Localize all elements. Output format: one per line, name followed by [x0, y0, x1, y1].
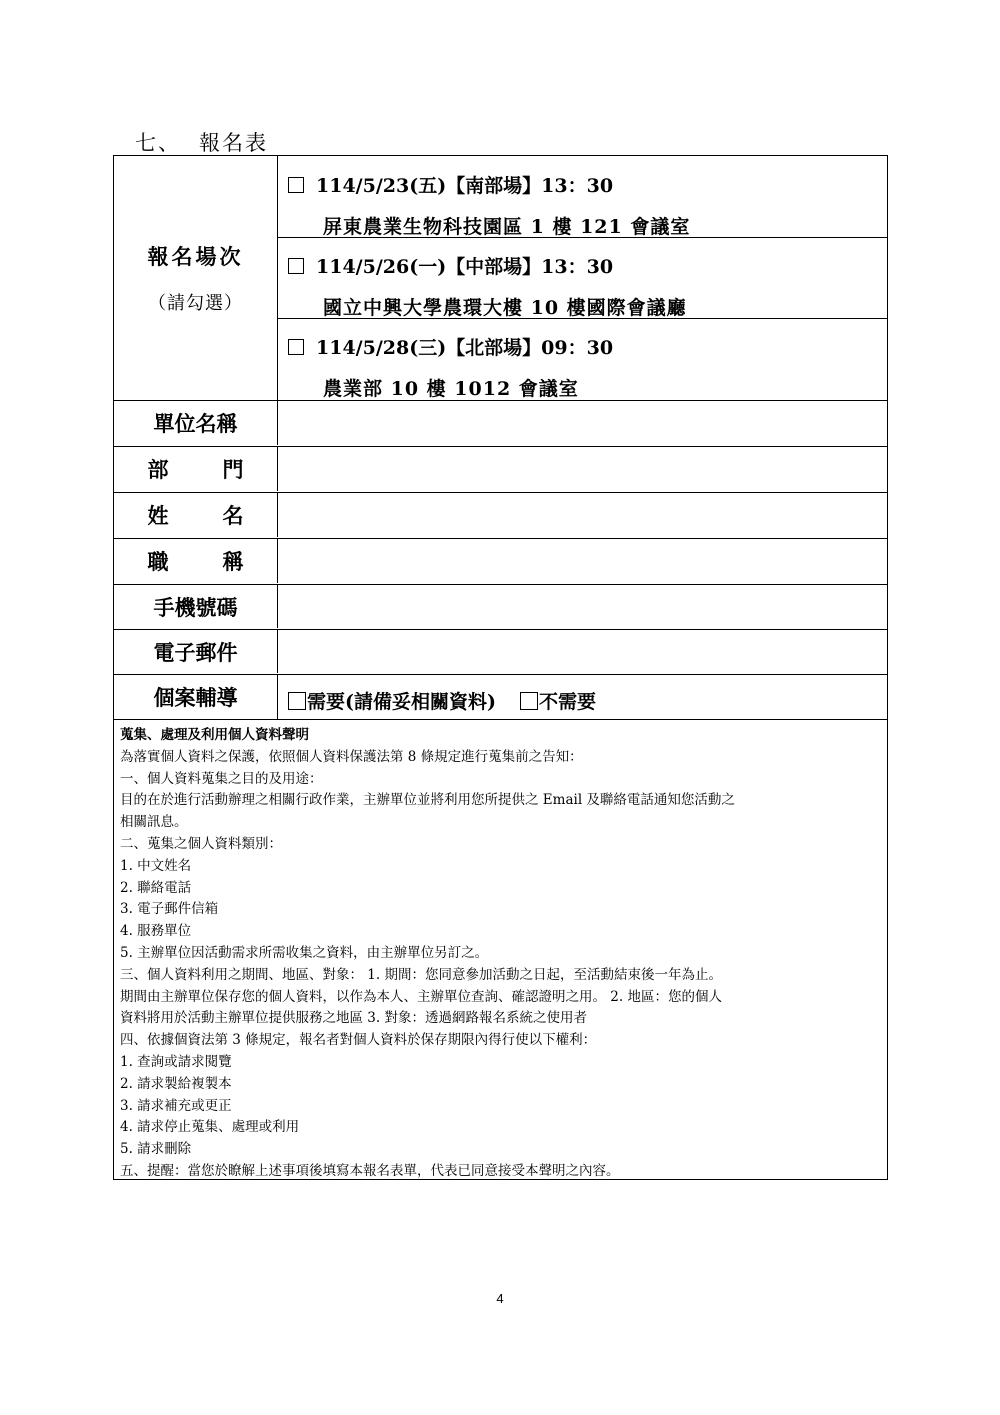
mobile-input[interactable]: [278, 585, 887, 629]
privacy-line: 4. 服務單位: [120, 923, 192, 940]
privacy-line: 一、個人資料蒐集之目的及用途：: [120, 770, 323, 787]
job-title-label-char: 職: [147, 549, 169, 574]
privacy-line: 1. 查詢或請求閱覽: [120, 1053, 232, 1070]
registration-form: [113, 155, 888, 1180]
privacy-line: 3. 電子郵件信箱: [120, 901, 219, 918]
session-datetime: 114/5/23(五)【南部場】13：30: [316, 175, 614, 197]
session-checkbox-north[interactable]: [288, 339, 304, 355]
privacy-line: 資料將用於活動主辦單位提供服務之地區 3. 對象：透過網路報名系統之使用者: [120, 1010, 587, 1027]
job-title-label-cell: [114, 539, 278, 583]
session-checkbox-central[interactable]: [288, 258, 304, 274]
privacy-line: 5. 請求刪除: [120, 1141, 192, 1158]
privacy-line: 1. 中文姓名: [120, 857, 192, 874]
session-option-north[interactable]: [278, 318, 887, 400]
session-option-south[interactable]: [278, 156, 887, 237]
privacy-line: 二、蒐集之個人資料類別：: [120, 835, 282, 852]
sessions-label: 報名場次: [147, 244, 244, 269]
sessions-sublabel: （請勾選）: [148, 293, 243, 314]
email-row: [114, 629, 887, 674]
job-title-label-char: 稱: [222, 549, 244, 574]
session-option-central[interactable]: [278, 237, 887, 318]
privacy-line: 四、依據個資法第 3 條規定，報名者對個人資料於保存期限內得行使以下權利：: [120, 1032, 597, 1049]
sessions-label-cell: [114, 156, 278, 400]
privacy-line: 2. 聯絡電話: [120, 879, 192, 896]
privacy-line: 5. 主辦單位因活動需求所需收集之資料，由主辦單位另訂之。: [120, 944, 489, 961]
counseling-need-label: 需要(請備妥相關資料): [307, 691, 496, 713]
counseling-row: [114, 674, 887, 720]
privacy-line: 4. 請求停止蒐集、處理或利用: [120, 1119, 300, 1136]
email-input[interactable]: [278, 630, 887, 674]
section-title: [135, 127, 268, 157]
section-heading: 報名表: [199, 131, 268, 155]
name-input[interactable]: [278, 493, 887, 538]
department-label-char: 部: [147, 457, 169, 482]
privacy-line: 為落實個人資料之保護，依照個人資料保護法第 8 條規定進行蒐集前之告知：: [120, 748, 583, 765]
unit-label: 單位名稱: [114, 401, 278, 445]
session-checkbox-south[interactable]: [288, 177, 304, 193]
unit-input[interactable]: [278, 401, 887, 446]
privacy-line: 五、提醒：當您於瞭解上述事項後填寫本報名表單，代表已同意接受本聲明之內容。: [120, 1162, 620, 1179]
name-label-char: 姓: [147, 503, 169, 528]
privacy-line: 3. 請求補充或更正: [120, 1097, 232, 1114]
name-row: [114, 492, 887, 538]
job-title-input[interactable]: [278, 539, 887, 584]
privacy-line: 期間由主辦單位保存您的個人資料，以作為本人、主辦單位查詢、確認證明之用。 2. 地區：您的個人: [120, 988, 722, 1005]
session-venue: 國立中興大學農環大樓 10 樓國際會議廳: [323, 297, 687, 319]
section-number: 七、: [135, 131, 181, 155]
email-label: 電子郵件: [114, 630, 278, 673]
counseling-no-need-label: 不需要: [538, 691, 596, 713]
department-label-cell: [114, 447, 278, 491]
session-venue: 屏東農業生物科技園區 1 樓 121 會議室: [323, 216, 691, 238]
counseling-need-checkbox[interactable]: [288, 692, 306, 710]
privacy-line: 目的在於進行活動辦理之相關行政作業，主辦單位並將利用您所提供之 Email 及聯絡電話通知您活動之: [120, 792, 735, 809]
session-venue: 農業部 10 樓 1012 會議室: [323, 378, 579, 400]
privacy-line: 三、個人資料利用之期間、地區、對象： 1. 期間：您同意參加活動之日起，至活動結束後一年為止。: [120, 966, 722, 983]
privacy-statement: [114, 719, 887, 1179]
counseling-no-need-checkbox[interactable]: [520, 692, 538, 710]
mobile-row: [114, 584, 887, 629]
session-datetime: 114/5/28(三)【北部場】09：30: [316, 337, 614, 359]
privacy-title: 蒐集、處理及利用個人資料聲明: [120, 727, 309, 743]
mobile-label: 手機號碼: [114, 585, 278, 628]
job-title-row: [114, 538, 887, 584]
privacy-line: 相關訊息。: [120, 814, 188, 831]
department-label-char: 門: [222, 457, 244, 482]
privacy-line: 2. 請求製給複製本: [120, 1075, 232, 1092]
counseling-options-cell: [278, 675, 887, 720]
page-number: 4: [496, 1291, 504, 1306]
counseling-no-need-option[interactable]: [520, 687, 596, 714]
unit-row: [114, 400, 887, 446]
session-datetime: 114/5/26(一)【中部場】13：30: [316, 256, 614, 278]
counseling-need-option[interactable]: [288, 687, 496, 714]
name-label-char: 名: [222, 503, 244, 528]
department-row: [114, 446, 887, 492]
name-label-cell: [114, 493, 278, 537]
department-input[interactable]: [278, 447, 887, 492]
counseling-label: 個案輔導: [114, 675, 278, 719]
